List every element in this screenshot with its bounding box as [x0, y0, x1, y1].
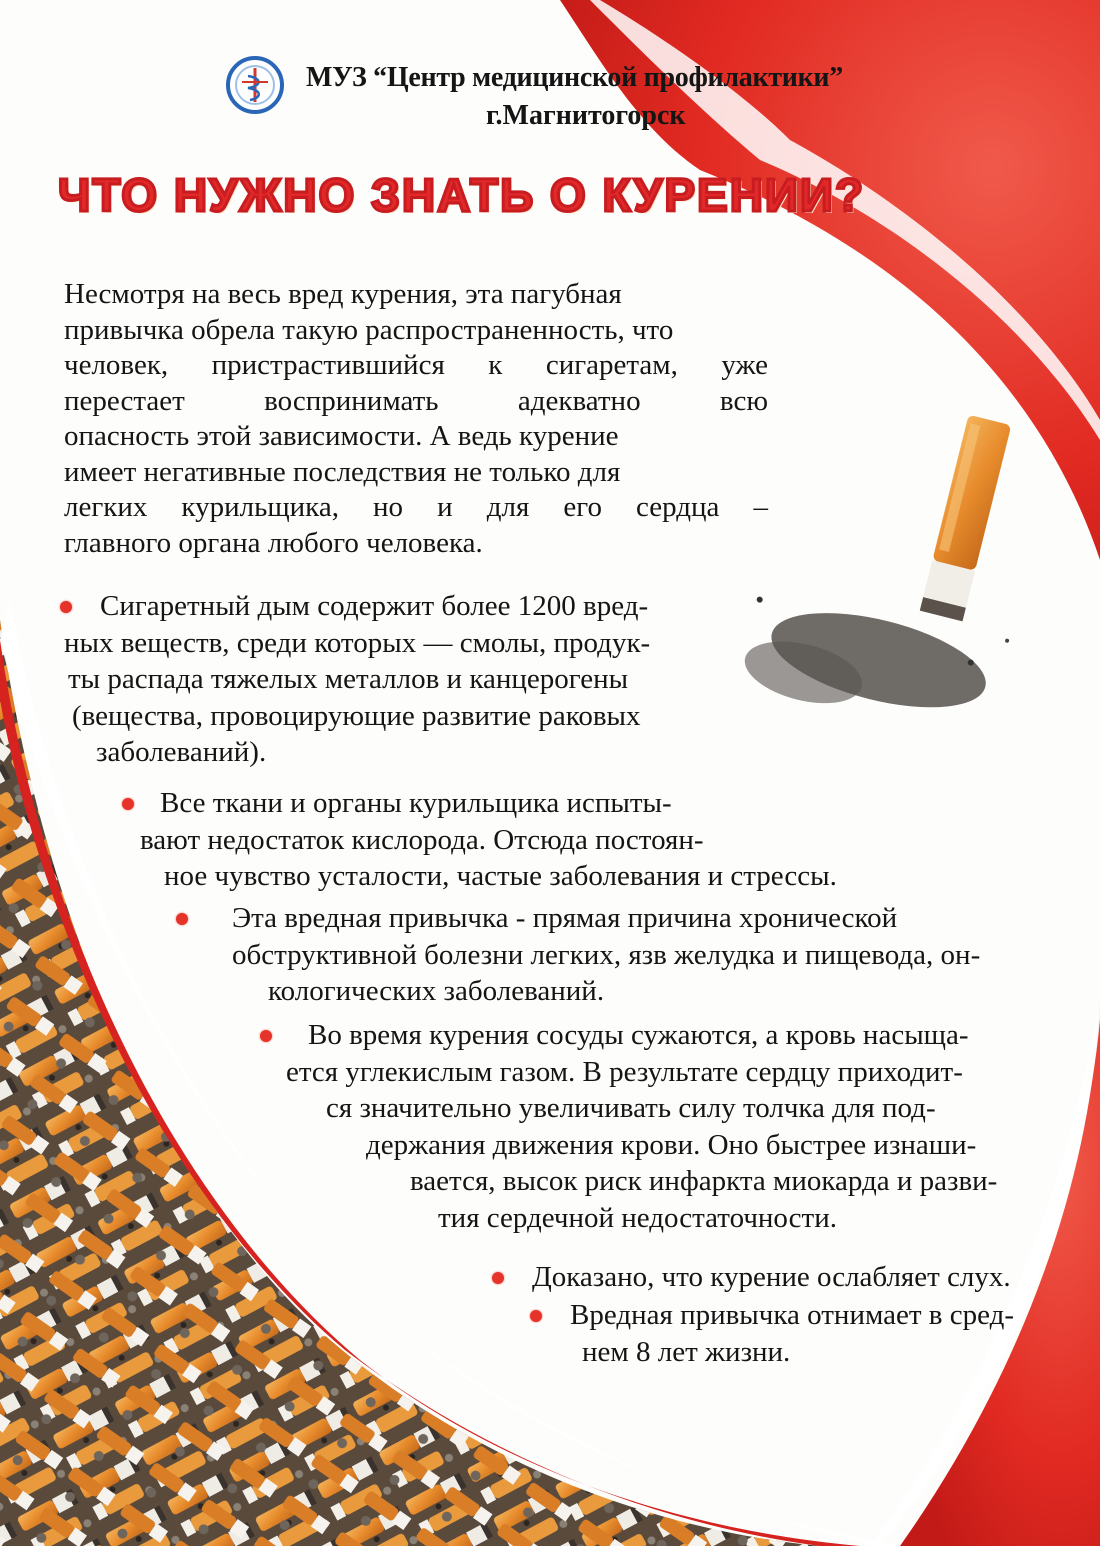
- bullet-dot-icon: [60, 601, 72, 613]
- intro-line: опасность этой зависимости. А ведь курение: [64, 420, 619, 452]
- fact-line: вают недостаток кислорода. Отсюда постоян-: [140, 823, 704, 856]
- leaflet-title: ЧТО НУЖНО ЗНАТЬ О КУРЕНИИ?: [58, 169, 866, 221]
- bullet-dot-icon: [122, 798, 134, 810]
- fact-line: кологических заболеваний.: [268, 975, 605, 1007]
- fact-line: Доказано, что курение ослабляет слух.: [532, 1261, 1011, 1293]
- cigarette-image: [736, 376, 1060, 746]
- fact-line: Вредная привычка отнимает в сред-: [570, 1299, 1015, 1331]
- bullet-dot-icon: [492, 1272, 504, 1284]
- intro-paragraph: [64, 277, 768, 561]
- fact-line: Все ткани и органы курильщика испыты-: [160, 787, 672, 819]
- fact-line: вается, высок риск инфаркта миокарда и разви-: [410, 1165, 998, 1197]
- bullet-dot-icon: [530, 1310, 542, 1322]
- fact-line: ты распада тяжелых металлов и канцерогены: [68, 663, 629, 695]
- intro-line: перестает воспринимать адекватно всю: [64, 384, 768, 417]
- fact-line: заболеваний).: [96, 736, 267, 768]
- fact-item: [530, 1297, 1080, 1370]
- fact-item: [492, 1259, 1082, 1296]
- intro-line: имеет негативные последствия не только для: [64, 455, 621, 488]
- fact-line: Сигаретный дым содержит более 1200 вред-: [100, 590, 649, 622]
- fact-item: [260, 1017, 1080, 1236]
- intro-line: привычка обрела такую распространенность, что: [64, 313, 674, 346]
- fact-line: ся значительно увеличивать силу толчка для под-: [326, 1092, 936, 1124]
- fact-line: обструктивной болезни легких, язв желудка и пищевода, он-: [232, 938, 981, 971]
- bullet-dot-icon: [260, 1030, 272, 1042]
- fact-item: [122, 785, 922, 895]
- bullet-dot-icon: [176, 913, 188, 925]
- fact-item: [176, 900, 1076, 1010]
- fact-line: ется углекислым газом. В результате сердцу приходит-: [286, 1055, 963, 1088]
- intro-line: человек, пристрастившийся к сигаретам, уже: [64, 349, 768, 381]
- intro-line: легких курильщика, но и для его сердца –: [64, 491, 768, 523]
- fact-line: тия сердечной недостаточности.: [438, 1201, 837, 1234]
- fact-line: нем 8 лет жизни.: [582, 1335, 791, 1368]
- fact-line: держания движения крови. Оно быстрее изнаши-: [366, 1128, 977, 1161]
- intro-line: главного органа любого человека.: [64, 526, 483, 559]
- medical-emblem-icon: [226, 56, 284, 114]
- fact-line: ное чувство усталости, частые заболевания и стрессы.: [164, 860, 837, 892]
- fact-item: [60, 588, 750, 771]
- city-name: г.Магнитогорск: [486, 100, 686, 131]
- organization-name: МУЗ “Центр медицинской профилактики”: [306, 62, 843, 93]
- fact-line: Эта вредная привычка - прямая причина хронической: [232, 902, 898, 934]
- fact-line: ных веществ, среди которых — смолы, продук-: [64, 626, 651, 659]
- fact-line: Во время курения сосуды сужаются, а кровь насыща-: [308, 1019, 969, 1051]
- intro-line: Несмотря на весь вред курения, эта пагубная: [64, 278, 622, 310]
- fact-line: (вещества, провоцирующие развитие раковых: [72, 699, 641, 732]
